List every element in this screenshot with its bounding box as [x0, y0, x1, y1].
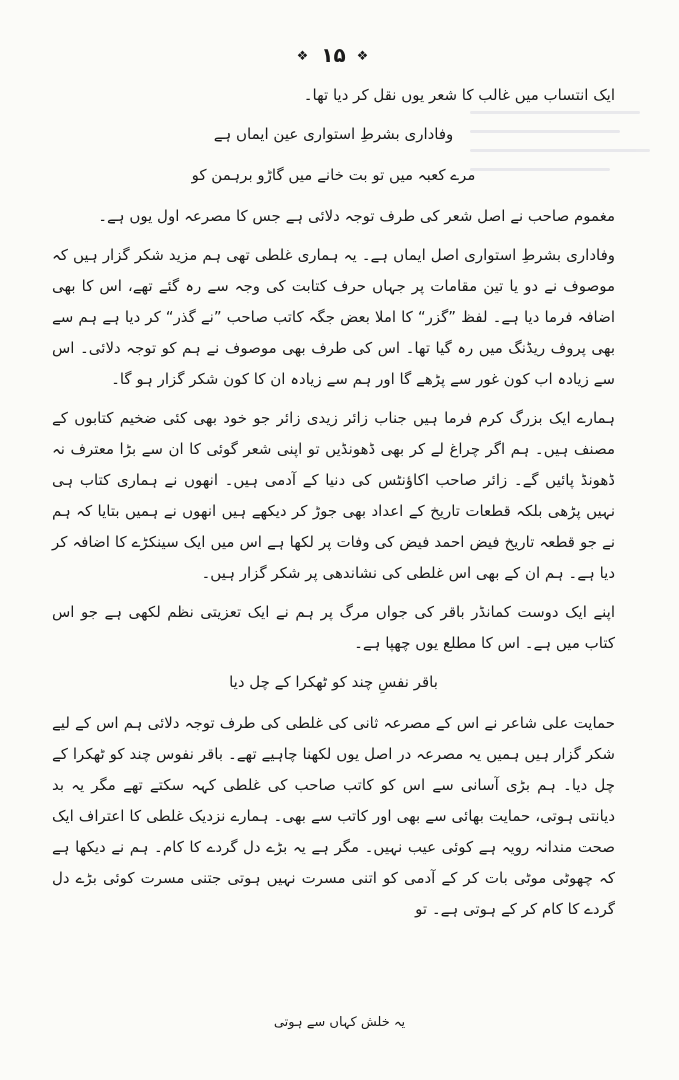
ornament-left: ❖	[296, 48, 311, 64]
paragraph: اپنے ایک دوست کمانڈر باقر کی جواں مرگ پر ہم نے ایک تعزیتی نظم لکھی ہے جو اس کتاب میں ہے۔ اس کا مطلع یوں چھپا ہے۔	[52, 603, 615, 652]
ornament-right: ❖	[356, 48, 371, 64]
paragraph: وفاداری بشرطِ استواری اصل ایماں ہے۔ یہ ہماری غلطی تھی ہم مزید شکر گزار ہیں کہ موصوف نے دو یا تین مقامات پر جہاں حرف کتابت کی وجہ سے رہ گئے تھے، اس کا بھی اضافہ فرما دیا ہے۔ لفظ ”گزر“ کا املا بعض جگہ کاتب صاحب ”نے گذر“ کر دیا ہے ہم سے بھی پروف ریڈنگ میں رہ گیا تھا۔ اس کی طرف بھی موصوف نے ہم کو توجہ دلائی۔ اس سے زیادہ اب کون غور سے پڑھے گا اور ہم سے زیادہ ان کا کون شکر گزار ہو گا۔	[52, 246, 615, 388]
paragraph: مغموم صاحب نے اصل شعر کی طرف توجہ دلائی ہے جس کا مصرعہ اول یوں ہے۔	[98, 207, 615, 225]
verse-line: وفاداری بشرطِ استواری عین ایماں ہے	[213, 125, 454, 143]
verse-line: مرے کعبہ میں تو بت خانے میں گاڑو برہمن کو	[191, 166, 476, 184]
running-footer: یہ خلش کہاں سے ہوتی	[273, 1015, 406, 1030]
verse-line: باقر نفسِ چند کو ٹھکرا کے چل دیا	[229, 673, 438, 691]
paragraph: حمایت علی شاعر نے اس کے مصرعہ ثانی کی غلطی کی طرف توجہ دلائی ہم اس کے لیے شکر گزار ہیں ہمیں یہ مصرعہ در اصل یوں لکھنا چاہیے تھے۔ باقر نفوس چند کو ٹھکرا کے چل دیا۔ ہم بڑی آسانی سے اس کو کاتب صاحب کی غلطی کہہ سکتے تھے مگر یہ بد دیانتی ہوتی، حمایت بھائی سے بھی اور کاتب سے بھی۔ ہمارے نزدیک غلطی کا اعتراف ایک صحت مندانہ رویہ ہے کوئی عیب نہیں۔ مگر ہے یہ بڑے دل گردے کا کام۔ ہم نے دیکھا ہے کہ چھوٹی موٹی بات کر کے آدمی کو اتنی مسرت نہیں ہوتی جتنی مسرت کوئی بڑے دل گردے کا کام کر کے ہوتی ہے۔ تو	[52, 714, 615, 918]
paragraph: ایک انتساب میں غالب کا شعر یوں نقل کر دیا تھا۔	[303, 86, 615, 104]
paragraph: ہمارے ایک بزرگ کرم فرما ہیں جناب زائر زیدی زائر جو خود بھی کئی ضخیم کتابوں کے مصنف ہیں۔ ہم اگر چراغ لے کر بھی ڈھونڈیں تو اپنی شعر گوئی کا ان سے بڑا معترف نہ ڈھونڈ پائیں گے۔ زائر صاحب اکاؤنٹس کی دنیا کے آدمی ہیں۔ انھوں نے ہماری کتاب ہی نہیں پڑھی بلکہ قطعات تاریخ کے اعداد بھی جوڑ کر دیکھے ہیں انھوں نے ہمیں بتایا کہ ہم نے جو قطعہ تاریخ فیض احمد فیض کی وفات پر لکھا ہے اس میں ایک سینکڑے کا اضافہ کر دیا ہے۔ ہم ان کے بھی اس غلطی کی نشاندھی پر شکر گزار ہیں۔	[52, 409, 615, 582]
page-number-value: ۱۵	[321, 43, 346, 67]
bleed-through-text	[470, 95, 660, 215]
page-number	[52, 40, 615, 70]
